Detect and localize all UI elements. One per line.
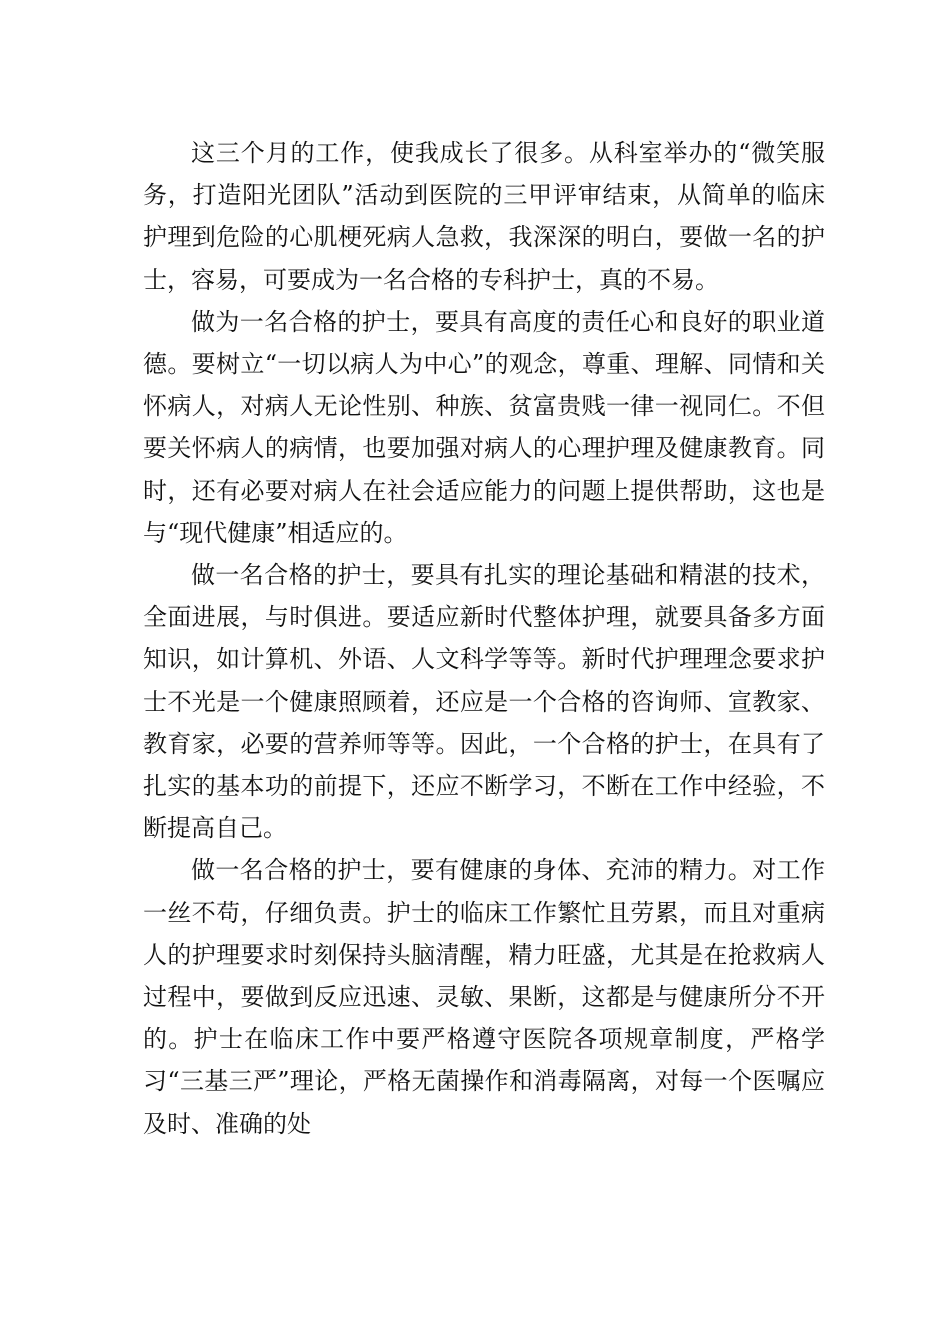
paragraph-1: 这三个月的工作，使我成长了很多。从科室举办的“微笑服务，打造阳光团队”活动到医院的三甲评审结束，从简单的临床护理到危险的心肌梗死病人急救，我深深的明白，要做一名的护士，容易，可要成为一名合格的专科护士，真的不易。 bbox=[143, 139, 825, 294]
paragraph-4: 做一名合格的护士，要有健康的身体、充沛的精力。对工作一丝不苟，仔细负责。护士的临床工作繁忙且劳累，而且对重病人的护理要求时刻保持头脑清醒，精力旺盛，尤其是在抢救病人过程中，要做到反应迅速、灵敏、果断，这都是与健康所分不开的。护士在临床工作中要严格遵守医院各项规章制度，严格学习“三基三严”理论，严格无菌操作和消毒隔离，对每一个医嘱应及时、准确的处 bbox=[143, 856, 825, 1138]
paragraph-3: 做一名合格的护士，要具有扎实的理论基础和精湛的技术，全面进展，与时俱进。要适应新时代整体护理，就要具备多方面知识，如计算机、外语、人文科学等等。新时代护理理念要求护士不光是一个健康照顾着，还应是一个合格的咨询师、宣教家、教育家，必要的营养师等等。因此，一个合格的护士，在具有了扎实的基本功的前提下，还应不断学习，不断在工作中经验，不断提高自己。 bbox=[143, 561, 825, 843]
document-body bbox=[143, 132, 825, 1145]
paragraph-2: 做为一名合格的护士，要具有高度的责任心和良好的职业道德。要树立“一切以病人为中心”的观念，尊重、理解、同情和关怀病人，对病人无论性别、种族、贫富贵贱一律一视同仁。不但要关怀病人的病情，也要加强对病人的心理护理及健康教育。同时，还有必要对病人在社会适应能力的问题上提供帮助，这也是与“现代健康”相适应的。 bbox=[143, 307, 825, 547]
